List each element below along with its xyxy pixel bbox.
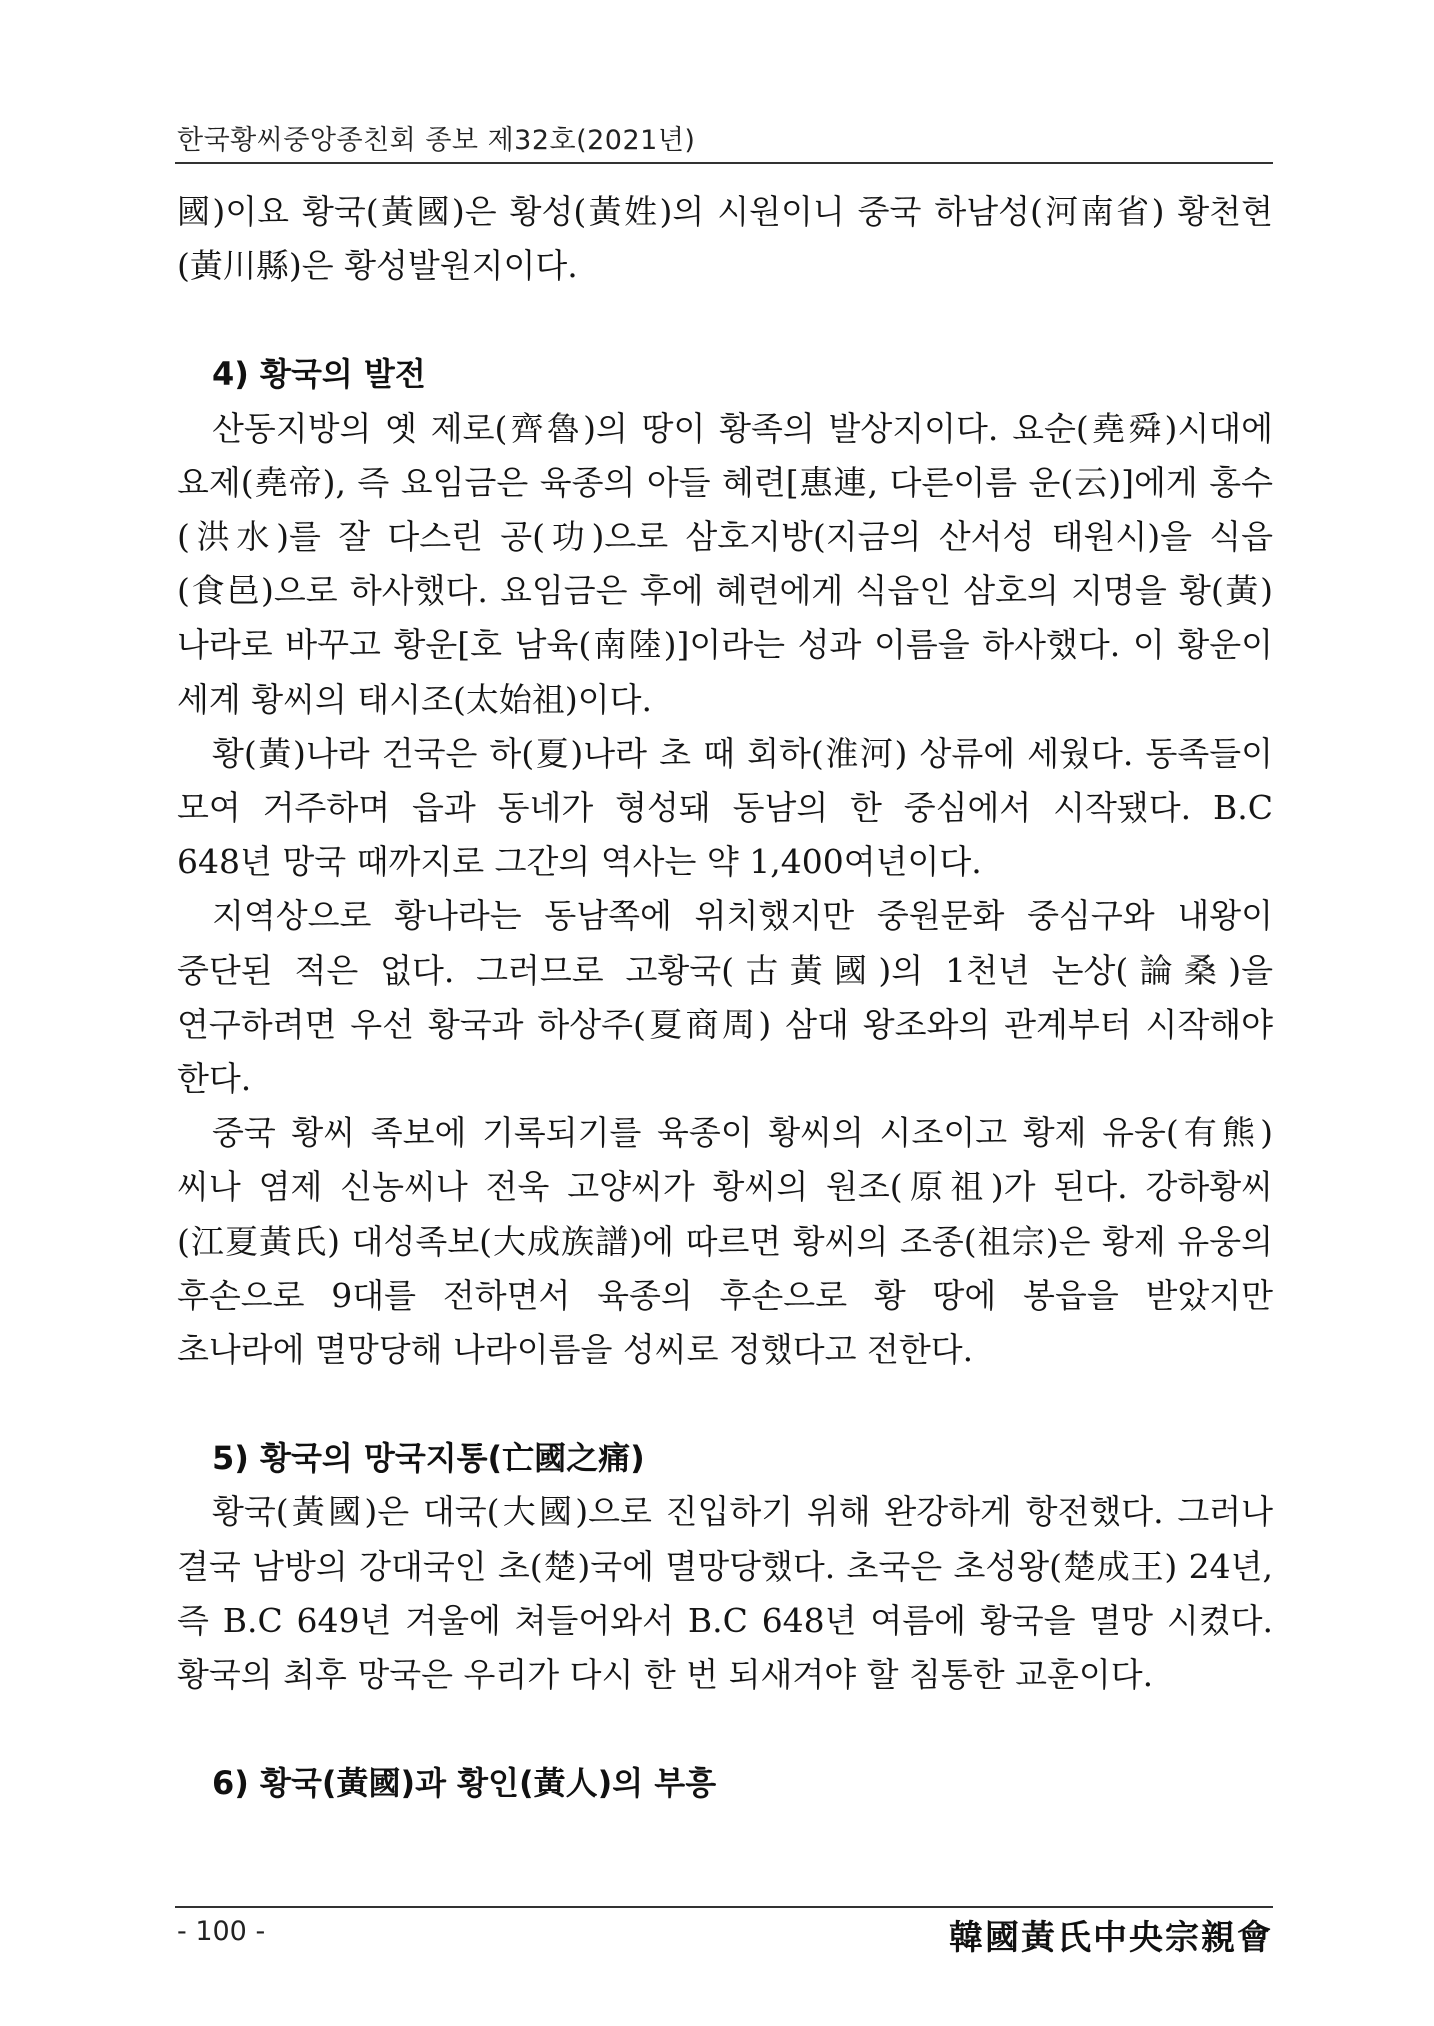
journal-title: 한국황씨중앙종친회 종보 제32호(2021년): [177, 125, 696, 156]
section-heading-5: 5) 황국의 망국지통(亡國之痛): [212, 1439, 645, 1478]
section4-paragraph: 산동지방의 옛 제로(齊魯)의 땅이 황족의 발상지이다. 요순(堯舜)시대에 요제(堯帝), 즉 요임금은 육종의 아들 혜련[惠連, 다른이름 운(云)]에게 홍수(洪水)를 잘 다스린 공(功)으로 삼호지방(지금의 산서성 태원시)을 식읍(食邑)으로 하사했다. 요임금은 후에 혜련에게 식읍인 삼호의 지명을 황(黃)나라로 바꾸고 황운[호 남육(南陸)]이라는 성과 이름을 하사했다. 이 황운이 세계 황씨의 태시조(太始祖)이다.: [177, 408, 1273, 719]
section4-paragraph: 지역상으로 황나라는 동남쪽에 위치했지만 중원문화 중심구와 내왕이 중단된 적은 없다. 그러므로 고황국(古黃國)의 1천년 논상(論桑)을 연구하려면 우선 황국과 하상주(夏商周) 삼대 왕조와의 관계부터 시작해야 한다.: [177, 896, 1273, 1099]
section4-paragraph: 황(黃)나라 건국은 하(夏)나라 초 때 회하(淮河) 상류에 세웠다. 동족들이 모여 거주하며 읍과 동네가 형성돼 동남의 한 중심에서 시작됐다. B.C 648년 망국 때까지로 그간의 역사는 약 1,400여년이다.: [177, 733, 1273, 882]
header-divider: [175, 162, 1273, 164]
footer-divider: [175, 1906, 1273, 1908]
section5-paragraph: 황국(黃國)은 대국(大國)으로 진입하기 위해 완강하게 항전했다. 그러나 결국 남방의 강대국인 초(楚)국에 멸망당했다. 초국은 초성왕(楚成王) 24년, 즉 B.C 649년 겨울에 쳐들어와서 B.C 648년 여름에 황국을 멸망 시켰다. 황국의 최후 망국은 우리가 다시 한 번 되새겨야 할 침통한 교훈이다.: [177, 1492, 1273, 1695]
section-heading-6: 6) 황국(黃國)과 황인(黃人)의 부흥: [212, 1764, 717, 1803]
page-number: - 100 -: [177, 1916, 266, 1947]
section-spacer: [177, 1702, 1273, 1756]
section4-paragraph: 중국 황씨 족보에 기록되기를 육종이 황씨의 시조이고 황제 유웅(有熊)씨나 염제 신농씨나 전욱 고양씨가 황씨의 원조(原祖)가 된다. 강하황씨(江夏黃氏) 대성족보(大成族譜)에 따르면 황씨의 조종(祖宗)은 황제 유웅의 후손으로 9대를 전하면서 육종의 후손으로 황 땅에 봉읍을 받았지만 초나라에 멸망당해 나라이름을 성씨로 정했다고 전한다.: [177, 1113, 1273, 1370]
section-spacer: [177, 1377, 1273, 1431]
section-heading-4: 4) 황국의 발전: [212, 355, 426, 394]
intro-paragraph: 國)이요 황국(黃國)은 황성(黃姓)의 시원이니 중국 하남성(河南省) 황천현(黃川縣)은 황성발원지이다.: [177, 192, 1273, 286]
organization-name: 韓國黃氏中央宗親會: [949, 1918, 1273, 1958]
article-body: [177, 185, 1273, 1810]
section-spacer: [177, 293, 1273, 347]
